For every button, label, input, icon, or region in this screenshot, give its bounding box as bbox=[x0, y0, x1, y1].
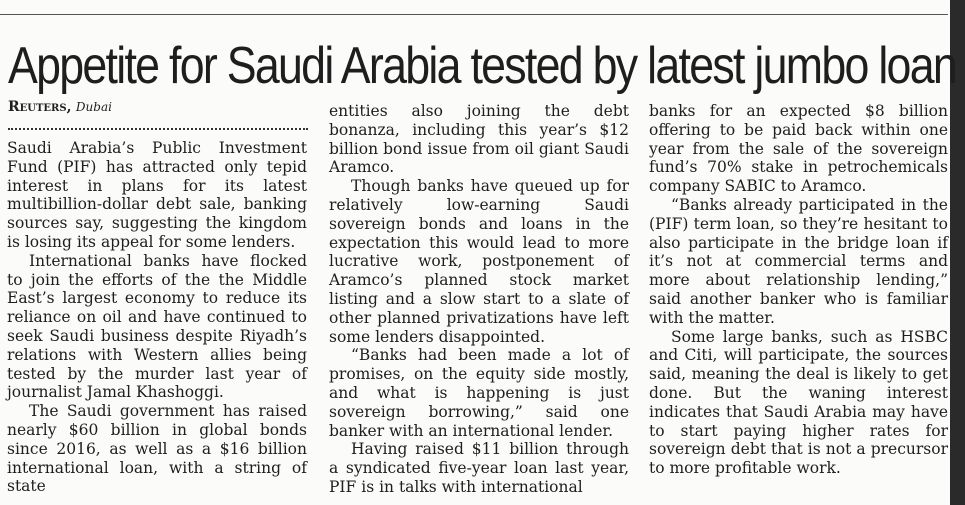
paragraph-continued: banks for an expected $8 billion offering to be paid back within one year from the sale of the sovereign fund’s 70% stake in petrochemicals company SABIC to Aramco. bbox=[649, 102, 948, 196]
paragraph: “Banks already participated in the (PIF) term loan, so they’re hesitant to also participate in the bridge loan if it’s not at commercial terms and more about relationship lending,” said another banker who is familiar with the matter. bbox=[649, 195, 948, 327]
paragraph: The Saudi government has raised nearly $60 billion in global bonds since 2016, as well as a $16 billion international loan, with a string of state bbox=[7, 402, 307, 496]
paragraph-continued: entities also joining the debt bonanza, including this year’s $12 billion bond issue from oil giant Saudi Aramco. bbox=[329, 102, 629, 177]
paragraph: International banks have flocked to join the efforts of the the Middle East’s largest economy to reduce its reliance on oil and have continued to seek Saudi business despite Riyadh’s relations with Western allies being tested by the murder last year of journalist Jamal Khashoggi. bbox=[7, 251, 307, 402]
article-column-3 bbox=[649, 102, 948, 478]
paragraph: “Banks had been made a lot of promises, on the equity side mostly, and what is happening is just sovereign borrowing,” said one banker with an international lender. bbox=[329, 346, 629, 440]
paragraph: Having raised $11 billion through a syndicated five-year loan last year, PIF is in talks with international bbox=[329, 440, 629, 496]
dotted-separator bbox=[8, 128, 308, 130]
article-column-2 bbox=[329, 102, 629, 497]
paragraph: Saudi Arabia’s Public Investment Fund (PIF) has attracted only tepid interest in plans for its latest multibillion-dollar debt sale, banking sources say, suggesting the kingdom is losing its appeal for some lenders. bbox=[7, 139, 307, 251]
paragraph: Some large banks, such as HSBC and Citi, will participate, the sources said, meaning the deal is likely to get done. But the waning interest indicates that Saudi Arabia may have to start paying higher rates for sovereign debt that is not a precursor to more profitable work. bbox=[649, 327, 948, 478]
top-rule bbox=[0, 14, 948, 15]
paragraph: Though banks have queued up for relatively low-earning Saudi sovereign bonds and loans in the expectation this would lead to more lucrative work, postponement of Aramco’s planned stock market listing and a slow start to a slate of other planned privatizations have left some lenders disappointed. bbox=[329, 177, 629, 346]
byline bbox=[8, 98, 112, 116]
byline-city: Dubai bbox=[75, 100, 112, 114]
byline-agency: Reuters, bbox=[8, 99, 72, 115]
article-headline: Appetite for Saudi Arabia tested by latest jumbo loan bbox=[8, 37, 957, 95]
article-column-1 bbox=[7, 139, 307, 496]
